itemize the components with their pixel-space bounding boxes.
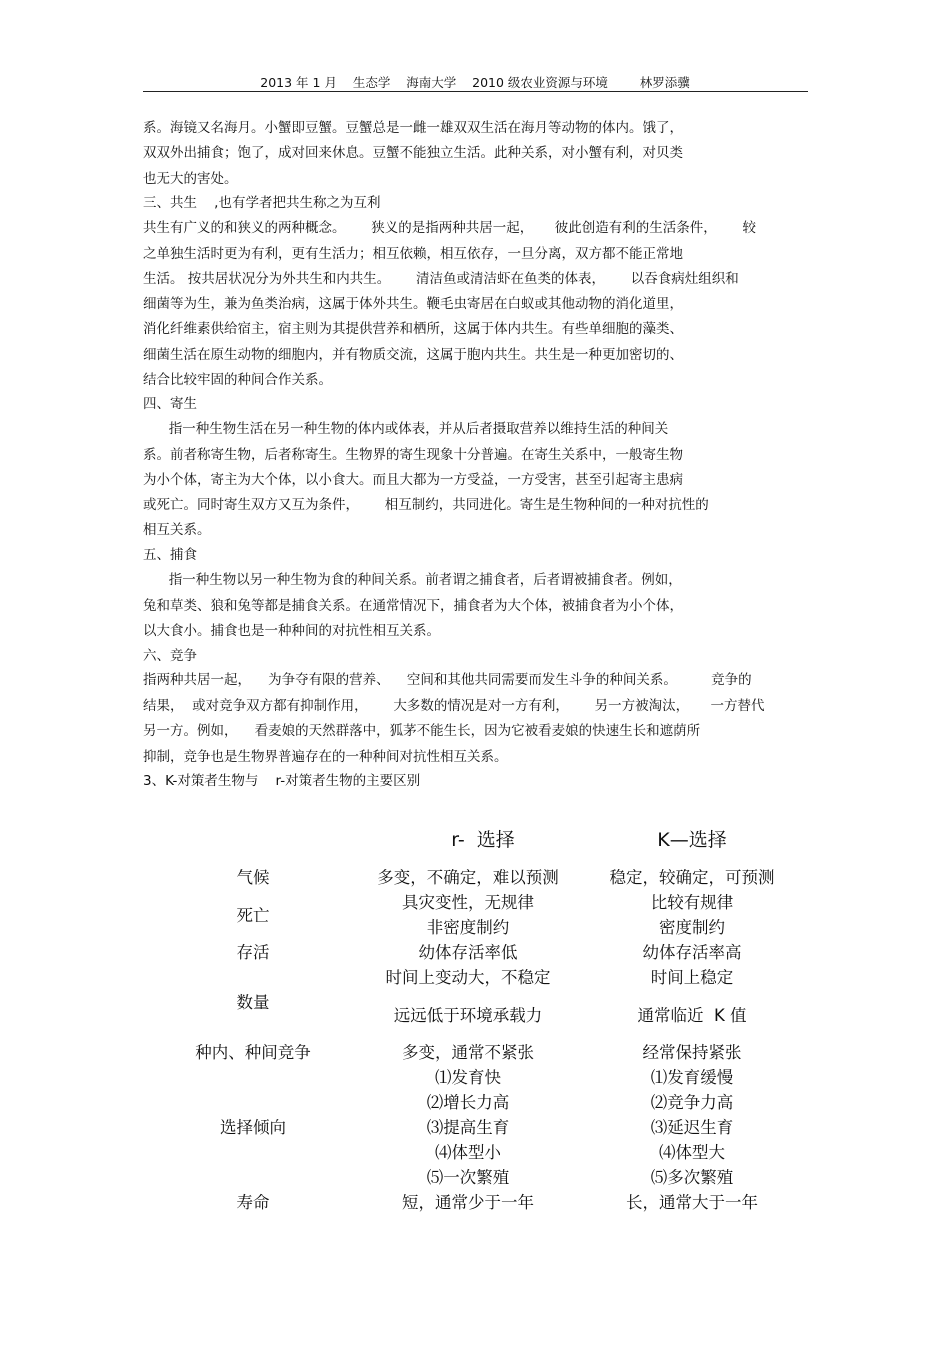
table-cell-r: 具灾变性，无规律 [402,893,534,912]
body-line: 生活。 按共居状况分为外共生和内共生。 清洁鱼或清洁虾在鱼类的体表， 以吞食病灶组织和 [143,271,739,287]
body-line: 四、寄生 [143,396,197,412]
table-cell-k: ⑷体型大 [659,1143,725,1162]
body-line: 以大食小。捕食也是一种种间的对抗性相互关系。 [143,623,440,639]
body-line: 抑制，竞争也是生物界普遍存在的一种种间对抗性相互关系。 [143,749,508,765]
body-line: 结合比较牢固的种间合作关系。 [143,372,332,388]
table-cell-r: ⑵增长力高 [426,1093,510,1112]
body-line: 另一方。例如， 看麦娘的天然群落中，狐茅不能生长，因为它被看麦娘的快速生长和遮荫所 [143,723,701,739]
table-cell-k: 比较有规律 [650,893,734,912]
table-cell-k: 通常临近 K 值 [637,1005,747,1025]
table-cell-k: 密度制约 [659,918,725,937]
table-cell-k: ⑵竞争力高 [650,1093,734,1112]
table-header-k-selection: K—选择 [657,829,727,851]
body-line: 为小个体，寄主为大个体，以小食大。而且大都为一方受益，一方受害，甚至引起寄主患病 [143,472,683,488]
page-header: 2013 年 1 月 生态学 海南大学 2010 级农业资源与环境 林罗添骥 [260,75,690,90]
body-line: 系。前者称寄生物，后者称寄生。生物界的寄生现象十分普遍。在寄生关系中，一般寄生物 [143,447,683,463]
table-row-label: 选择倾向 [220,1118,286,1137]
table-row-label: 死亡 [236,905,270,925]
body-line: 指一种生物以另一种生物为食的种间关系。前者谓之捕食者，后者谓被捕食者。例如， [143,572,682,588]
table-cell-r: 多变，不确定，难以预测 [377,868,559,887]
body-line: 系。海镜又名海月。小蟹即豆蟹。豆蟹总是一雌一雄双双生活在海月等动物的体内。饿了， [143,120,683,136]
table-cell-k: ⑶延迟生育 [650,1118,734,1137]
table-row-label: 存活 [236,943,270,962]
table-cell-r: 多变，通常不紧张 [402,1043,534,1062]
table-cell-k: ⑸多次繁殖 [650,1168,734,1187]
body-line: 之单独生活时更为有利，更有生活力；相互依赖，相互依存，一旦分离，双方都不能正常地 [143,246,683,262]
table-cell-r: ⑷体型小 [435,1143,501,1162]
table-cell-k: 幼体存活率高 [642,943,742,962]
body-line: 指一种生物生活在另一种生物的体内或体表，并从后者摄取营养以维持生活的种间关 [143,421,669,437]
body-line: 双双外出捕食；饱了，成对回来休息。豆蟹不能独立生活。此种关系，对小蟹有利，对贝类 [143,145,683,161]
table-cell-k: 时间上稳定 [650,968,734,987]
body-line: 指两种共居一起， 为争夺有限的营养、 空间和其他共同需要而发生斗争的种间关系。 竞争的 [143,672,752,688]
table-cell-k: 经常保持紧张 [642,1043,742,1062]
table-cell-r: 短，通常少于一年 [402,1193,534,1212]
table-cell-r: 幼体存活率低 [418,943,518,962]
table-cell-r: ⑴发育快 [435,1068,501,1087]
table-cell-r: ⑶提高生育 [426,1118,510,1137]
body-line: 五、捕食 [143,547,197,563]
body-line: 兔和草类、狼和兔等都是捕食关系。在通常情况下，捕食者为大个体，被捕食者为小个体， [143,598,683,614]
body-line: 也无大的害处。 [143,171,238,187]
body-line: 相互关系。 [143,522,211,538]
body-line: 六、竞争 [143,648,197,664]
body-line: 三、共生 ,也有学者把共生称之为互利 [143,195,381,211]
body-line: 细菌生活在原生动物的细胞内，并有物质交流，这属于胞内共生。共生是一种更加密切的、 [143,347,683,363]
body-line: 共生有广义的和狭义的两种概念。 狭义的是指两种共居一起， 彼此创造有利的生活条件， 较 [143,220,756,236]
body-line: 细菌等为生，兼为鱼类治病，这属于体外共生。鞭毛虫寄居在白蚁或其他动物的消化道里， [143,296,683,312]
table-cell-r: 时间上变动大，不稳定 [385,968,551,987]
table-cell-k: ⑴发育缓慢 [650,1068,734,1087]
table-cell-r: 非密度制约 [426,918,510,937]
body-line: 或死亡。同时寄生双方又互为条件， 相互制约，共同进化。寄生是生物种间的一种对抗性的 [143,497,709,513]
table-cell-k: 长，通常大于一年 [626,1193,758,1212]
table-row-label: 寿命 [236,1193,270,1212]
table-cell-r: ⑸一次繁殖 [426,1168,510,1187]
body-line: 结果， 或对竞争双方都有抑制作用， 大多数的情况是对一方有利， 另一方被淘汰， 一方替代 [143,698,765,714]
table-row-label: 种内、种间竞争 [195,1043,311,1062]
body-line: 消化纤维素供给宿主，宿主则为其提供营养和栖所，这属于体内共生。有些单细胞的藻类、 [143,321,683,337]
body-line: 3、K-对策者生物与 r-对策者生物的主要区别 [143,773,421,789]
table-cell-r: 远远低于环境承载力 [393,1005,543,1025]
table-cell-k: 稳定，较确定，可预测 [609,868,775,887]
table-header-r-selection: r- 选择 [451,829,515,851]
table-row-label: 数量 [236,993,270,1012]
table-row-label: 气候 [236,868,270,887]
